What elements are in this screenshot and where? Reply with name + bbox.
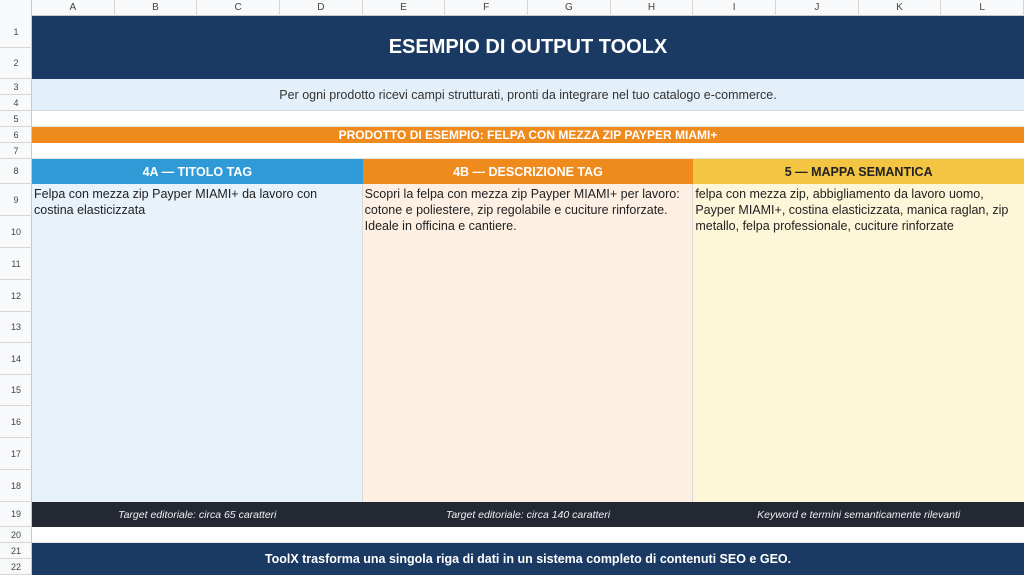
section-header-label: 4B — DESCRIZIONE TAG	[453, 164, 603, 179]
row-header-2[interactable]: 2	[0, 48, 32, 79]
column-header-bar	[0, 0, 1024, 16]
product-banner-cell[interactable]	[32, 127, 1024, 143]
page-title: ESEMPIO DI OUTPUT TOOLX	[388, 36, 668, 58]
row-header-9[interactable]: 9	[0, 184, 32, 216]
section-body-descrizione-tag[interactable]	[363, 184, 694, 502]
row-header-13[interactable]: 13	[0, 312, 32, 343]
column-header-k[interactable]: K	[859, 0, 942, 16]
row-header-1[interactable]: 1	[0, 16, 32, 48]
row-header-4[interactable]: 4	[0, 95, 32, 111]
row-header-10[interactable]: 10	[0, 216, 32, 248]
row-header-18[interactable]: 18	[0, 470, 32, 502]
section-body-text: Scopri la felpa con mezza zip Payper MIAMI+ per lavoro: cotone e poliestere, zip regolabile e cuciture rinforzate. Ideale in officina e cantiere.	[364, 187, 680, 233]
row-header-21[interactable]: 21	[0, 543, 32, 559]
section-body-titolo-tag[interactable]	[32, 184, 363, 502]
column-header-i[interactable]: I	[693, 0, 776, 16]
row-header-bar	[0, 16, 32, 575]
subtitle-cell[interactable]	[32, 79, 1024, 111]
column-header-e[interactable]: E	[363, 0, 446, 16]
row-header-3[interactable]: 3	[0, 79, 32, 95]
section-header-label: 5 — MAPPA SEMANTICA	[784, 164, 933, 179]
row-header-16[interactable]: 16	[0, 406, 32, 438]
blank-row-5[interactable]	[32, 111, 1024, 127]
section-header-descrizione-tag[interactable]	[363, 159, 694, 184]
section-header-mappa-semantica[interactable]	[693, 159, 1024, 184]
row-header-11[interactable]: 11	[0, 248, 32, 280]
column-header-h[interactable]: H	[611, 0, 694, 16]
select-all-corner[interactable]	[0, 0, 32, 16]
row-header-14[interactable]: 14	[0, 343, 32, 375]
note-text: Keyword e termini semanticamente rilevanti	[757, 508, 961, 521]
row-header-15[interactable]: 15	[0, 375, 32, 406]
row-header-8[interactable]: 8	[0, 159, 32, 184]
row-header-19[interactable]: 19	[0, 502, 32, 527]
column-header-b[interactable]: B	[115, 0, 198, 16]
note-mappa-semantica[interactable]	[693, 502, 1024, 527]
subtitle-text: Per ogni prodotto ricevi campi strutturati, pronti da integrare nel tuo catalogo e-commerce.	[279, 87, 777, 102]
column-header-c[interactable]: C	[197, 0, 280, 16]
footer-cell[interactable]	[32, 543, 1024, 575]
column-header-a[interactable]: A	[32, 0, 115, 16]
note-titolo-tag[interactable]	[32, 502, 363, 527]
blank-row-7[interactable]	[32, 143, 1024, 159]
row-header-12[interactable]: 12	[0, 280, 32, 312]
section-body-text: felpa con mezza zip, abbigliamento da lavoro uomo, Payper MIAMI+, costina elasticizzata, manica raglan, zip metallo, felpa professionale, cuciture rinforzate	[695, 187, 1009, 233]
blank-row-20[interactable]	[32, 527, 1024, 543]
row-header-7[interactable]: 7	[0, 143, 32, 159]
row-header-22[interactable]: 22	[0, 559, 32, 575]
note-text: Target editoriale: circa 140 caratteri	[445, 508, 611, 521]
spreadsheet-grid	[32, 16, 1024, 575]
note-descrizione-tag[interactable]	[363, 502, 694, 527]
title-cell[interactable]	[32, 16, 1024, 79]
section-header-label: 4A — TITOLO TAG	[142, 164, 253, 179]
section-body-text: Felpa con mezza zip Payper MIAMI+ da lavoro con costina elasticizzata	[34, 187, 318, 217]
column-header-d[interactable]: D	[280, 0, 363, 16]
column-header-j[interactable]: J	[776, 0, 859, 16]
product-banner-text: PRODOTTO DI ESEMPIO: FELPA CON MEZZA ZIP PAYPER MIAMI+	[338, 128, 718, 142]
row-header-6[interactable]: 6	[0, 127, 32, 143]
row-header-17[interactable]: 17	[0, 438, 32, 470]
section-header-titolo-tag[interactable]	[32, 159, 363, 184]
section-body-mappa-semantica[interactable]	[693, 184, 1024, 502]
row-header-20[interactable]: 20	[0, 527, 32, 543]
note-text: Target editoriale: circa 65 caratteri	[118, 508, 277, 521]
column-header-g[interactable]: G	[528, 0, 611, 16]
footer-text: ToolX trasforma una singola riga di dati in un sistema completo di contenuti SEO e GEO.	[264, 552, 792, 566]
row-header-5[interactable]: 5	[0, 111, 32, 127]
column-header-f[interactable]: F	[445, 0, 528, 16]
column-header-l[interactable]: L	[941, 0, 1024, 16]
